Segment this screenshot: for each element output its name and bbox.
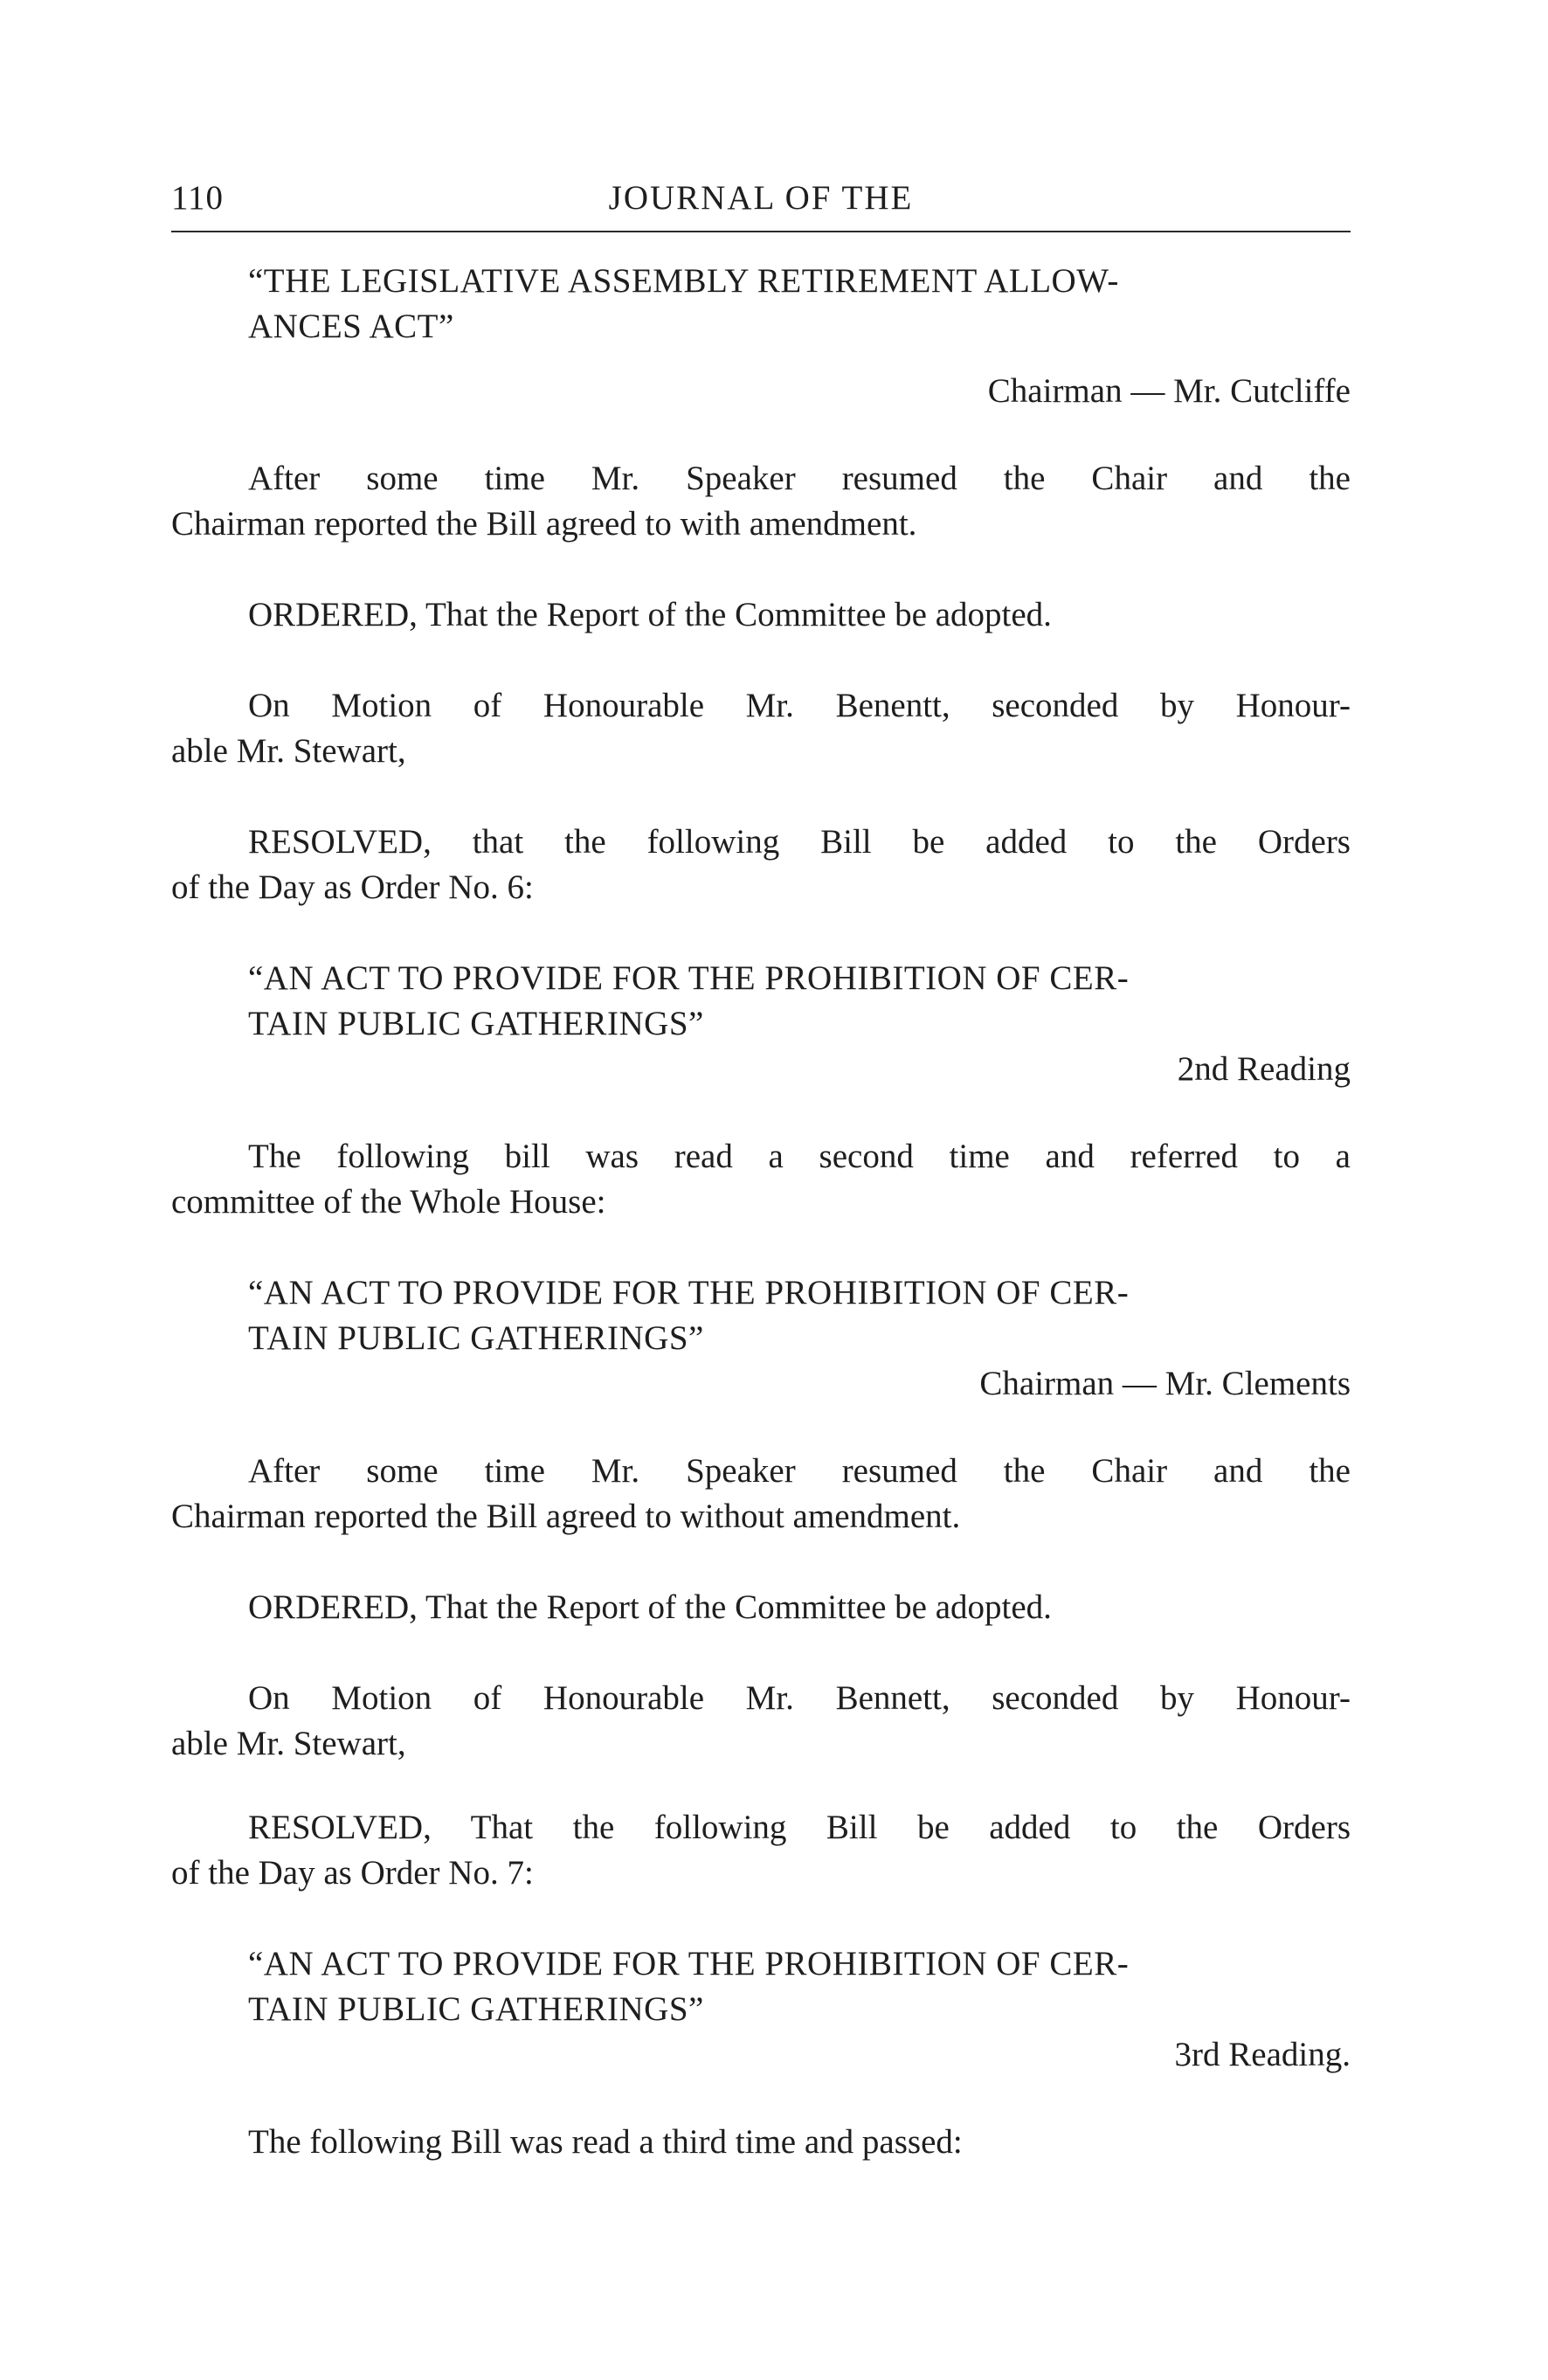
bill-title-public-gatherings [171, 956, 1351, 1047]
running-title: JOURNAL OF THE [608, 179, 914, 217]
paragraph-line: of the Day as Order No. 6: [171, 868, 534, 906]
paragraph-line: On Motion of Honourable Mr. Benentt, seconded by Honour- [248, 687, 1351, 724]
paragraph-line: Chairman reported the Bill agreed to without amendment. [171, 1498, 961, 1535]
header-rule [171, 231, 1351, 232]
bill-title-line: TAIN PUBLIC GATHERINGS” [248, 1319, 704, 1357]
bill-title-line: “AN ACT TO PROVIDE FOR THE PROHIBITION OF CER- [248, 1274, 1130, 1311]
paragraph-line: On Motion of Honourable Mr. Bennett, seconded by Honour- [248, 1679, 1351, 1717]
paragraph-line: of the Day as Order No. 7: [171, 1854, 534, 1892]
paragraph-resolved [171, 1805, 1351, 1896]
journal-body [171, 259, 1351, 2165]
paragraph-line: After some time Mr. Speaker resumed the Chair and the [248, 1452, 1351, 1490]
bill-title-retirement-allowances [171, 259, 1351, 349]
paragraph-line: able Mr. Stewart, [171, 732, 406, 770]
paragraph-line: After some time Mr. Speaker resumed the Chair and the [248, 460, 1351, 497]
bill-title-line: ANCES ACT” [248, 308, 454, 345]
bill-title-public-gatherings [171, 1270, 1351, 1361]
paragraph-line: The following bill was read a second time and referred to a [248, 1138, 1351, 1175]
paragraph-line: able Mr. Stewart, [171, 1725, 406, 1762]
page-header [171, 173, 1351, 229]
paragraph-ordered: ORDERED, That the Report of the Committee be adopted. [248, 1588, 1052, 1626]
paragraph-line: committee of the Whole House: [171, 1183, 606, 1221]
paragraph-motion [171, 683, 1351, 774]
paragraph-resolved [171, 820, 1351, 910]
bill-title-line: “AN ACT TO PROVIDE FOR THE PROHIBITION OF CER- [248, 1945, 1130, 1982]
committee-chairman: Chairman — Mr. Cutcliffe [987, 372, 1351, 410]
paragraph-motion [171, 1676, 1351, 1767]
bill-title-line: TAIN PUBLIC GATHERINGS” [248, 1990, 704, 2028]
paragraph-line: RESOLVED, that the following Bill be added to the Orders [248, 823, 1351, 861]
bill-title-public-gatherings [171, 1941, 1351, 2032]
paragraph-speaker-resumed [171, 456, 1351, 547]
page-number: 110 [171, 179, 225, 217]
bill-title-line: “THE LEGISLATIVE ASSEMBLY RETIREMENT ALLOW- [248, 262, 1119, 300]
paragraph-line: RESOLVED, That the following Bill be added to the Orders [248, 1809, 1351, 1846]
paragraph-third-reading: The following Bill was read a third time and passed: [248, 2123, 963, 2161]
paragraph-second-reading [171, 1134, 1351, 1225]
committee-chairman: Chairman — Mr. Clements [979, 1365, 1351, 1402]
bill-title-line: TAIN PUBLIC GATHERINGS” [248, 1005, 704, 1042]
paragraph-speaker-resumed [171, 1449, 1351, 1539]
reading-label: 2nd Reading [1177, 1050, 1351, 1088]
paragraph-ordered: ORDERED, That the Report of the Committee be adopted. [248, 596, 1052, 633]
reading-label: 3rd Reading. [1174, 2036, 1351, 2073]
bill-title-line: “AN ACT TO PROVIDE FOR THE PROHIBITION OF CER- [248, 959, 1130, 997]
paragraph-line: Chairman reported the Bill agreed to with amendment. [171, 505, 917, 543]
